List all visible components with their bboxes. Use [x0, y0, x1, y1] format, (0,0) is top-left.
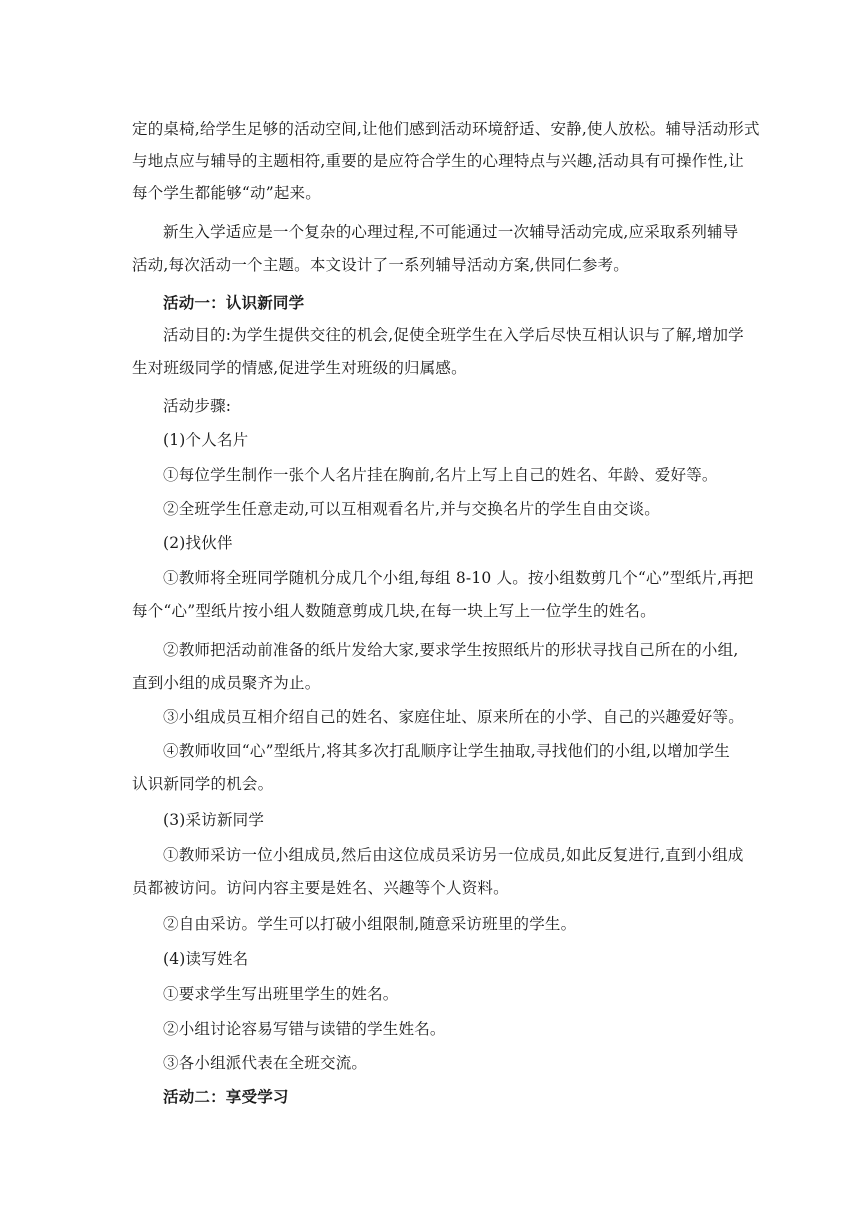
- text-line: 每个学生都能够“动”起来。: [132, 184, 321, 202]
- list-item: ①教师采访一位小组成员,然后由这位成员采访另一位成员,如此反复进行,直到小组成: [163, 846, 744, 864]
- text-line: 新生入学适应是一个复杂的心理过程,不可能通过一次辅导活动完成,应采取系列辅导: [163, 223, 739, 241]
- subsection-heading: (4)读写姓名: [163, 950, 249, 968]
- list-item: ③小组成员互相介绍自己的姓名、家庭住址、原来所在的小学、自己的兴趣爱好等。: [163, 708, 744, 726]
- subsection-heading: (3)采访新同学: [163, 811, 265, 829]
- section-heading: 活动一：认识新同学: [163, 294, 305, 312]
- text-line: 每个“心”型纸片按小组人数随意剪成几块,在每一块上写上一位学生的姓名。: [132, 602, 656, 620]
- text-line: 直到小组的成员聚齐为止。: [132, 674, 321, 692]
- list-item: ②教师把活动前准备的纸片发给大家,要求学生按照纸片的形状寻找自己所在的小组,: [163, 641, 739, 659]
- text-line: 定的桌椅,给学生足够的活动空间,让他们感到活动环境舒适、安静,使人放松。辅导活动形式: [132, 120, 760, 138]
- text-line: 认识新同学的机会。: [132, 775, 274, 793]
- list-item: ②小组讨论容易写错与读错的学生姓名。: [163, 1020, 446, 1038]
- list-item: ③各小组派代表在全班交流。: [163, 1054, 368, 1072]
- list-item: ①每位学生制作一张个人名片挂在胸前,名片上写上自己的姓名、年龄、爱好等。: [163, 466, 718, 484]
- list-item: ①要求学生写出班里学生的姓名。: [163, 985, 399, 1003]
- text-line: 活动,每次活动一个主题。本文设计了一系列辅导活动方案,供同仁参考。: [132, 256, 629, 274]
- subsection-heading: (2)找伙伴: [163, 534, 233, 552]
- subsection-heading: (1)个人名片: [163, 431, 249, 449]
- section-heading: 活动二：享受学习: [163, 1088, 289, 1106]
- text-line: 与地点应与辅导的主题相符,重要的是应符合学生的心理特点与兴趣,活动具有可操作性,让: [132, 152, 744, 170]
- list-item: ②自由采访。学生可以打破小组限制,随意采访班里的学生。: [163, 915, 577, 933]
- text-line: 活动目的:为学生提供交往的机会,促使全班学生在入学后尽快互相认识与了解,增加学: [163, 326, 744, 344]
- list-item: ①教师将全班同学随机分成几个小组,每组 8-10 人。按小组数剪几个“心”型纸片,再把: [163, 569, 754, 587]
- list-item: ②全班学生任意走动,可以互相观看名片,并与交换名片的学生自由交谈。: [163, 500, 660, 518]
- text-line: 员都被访问。访问内容主要是姓名、兴趣等个人资料。: [132, 879, 509, 897]
- list-item: ④教师收回“心”型纸片,将其多次打乱顺序让学生抽取,寻找他们的小组,以增加学生: [163, 742, 730, 760]
- text-line: 活动步骤:: [163, 397, 232, 415]
- text-line: 生对班级同学的情感,促进学生对班级的归属感。: [132, 359, 467, 377]
